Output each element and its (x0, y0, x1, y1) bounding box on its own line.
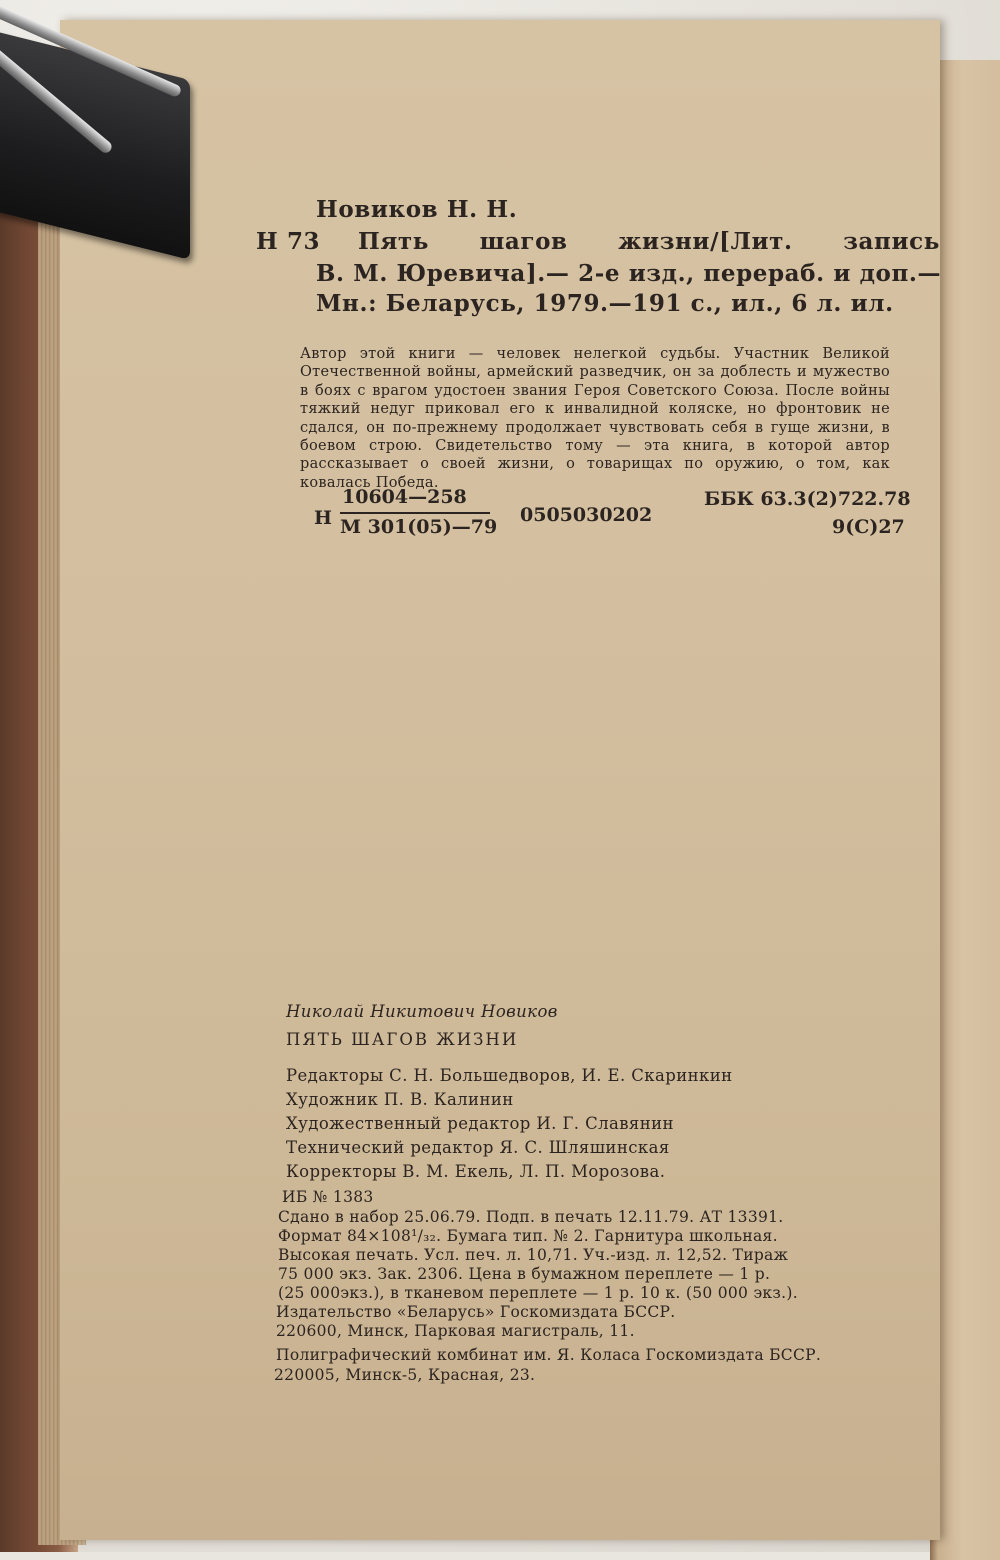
imprint-credit: Корректоры В. М. Екель, Л. П. Морозова. (286, 1162, 666, 1181)
imprint-detail-line: Формат 84×108¹/₃₂. Бумага тип. № 2. Гарнитура школьная. (278, 1227, 778, 1245)
card-title-line1: Пять шагов жизни/[Лит. запись (358, 228, 940, 255)
card-code: Н 73 (256, 228, 321, 255)
imprint-credit: Редакторы С. Н. Большедворов, И. Е. Скаринкин (286, 1066, 733, 1085)
imprint-title: ПЯТЬ ШАГОВ ЖИЗНИ (286, 1030, 519, 1049)
imprint-detail-line: Издательство «Беларусь» Госкомиздата БССР. (276, 1303, 676, 1321)
card-author: Новиков Н. Н. (316, 196, 518, 223)
card-title-line2: В. М. Юревича].— 2-е изд., перераб. и доп.— (316, 260, 942, 287)
imprint-printer-line: Полиграфический комбинат им. Я. Коласа Госкомиздата БССР. (276, 1346, 822, 1364)
card-title-line3: Мн.: Беларусь, 1979.—191 с., ил., 6 л. ил. (316, 290, 894, 317)
card-fraction-bottom: М 301(05)—79 (340, 516, 498, 538)
imprint-author: Николай Никитович Новиков (286, 1002, 558, 1021)
imprint-detail-line: (25 000экз.), в тканевом переплете — 1 р. 10 к. (50 000 экз.). (278, 1284, 798, 1302)
imprint-credit: Художник П. В. Калинин (286, 1090, 514, 1109)
card-fraction-line (340, 512, 490, 514)
card-bbk-line1: ББК 63.3(2)722.78 (704, 488, 911, 510)
card-code-number: 0505030202 (520, 504, 653, 526)
imprint-detail-line: Сдано в набор 25.06.79. Подп. в печать 12.11.79. АТ 13391. (278, 1208, 784, 1226)
imprint-detail-line: Высокая печать. Усл. печ. л. 10,71. Уч.-изд. л. 12,52. Тираж (278, 1246, 789, 1264)
imprint-detail-line: 220600, Минск, Парковая магистраль, 11. (276, 1322, 635, 1340)
imprint-credit: Художественный редактор И. Г. Славянин (286, 1114, 674, 1133)
card-fraction-top: 10604—258 (342, 486, 467, 508)
binder-clip (0, 0, 220, 250)
imprint-printer-line: 220005, Минск-5, Красная, 23. (274, 1366, 536, 1384)
card-bbk-line2: 9(С)27 (832, 516, 905, 538)
imprint-credit: Технический редактор Я. С. Шляшинская (286, 1138, 670, 1157)
card-abstract: Автор этой книги — человек нелегкой судьбы. Участник Великой Отечественной войны, армейский разведчик, он за доблесть и мужество в боях с врагом удостоен звания Героя Советского Союза. После войны тяжкий недуг приковал его к инвалидной коляске, но фронтовик не сдался, он по-прежнему продолжает чувствовать себя в гуще жизни, в боевом строю. Свидетельство тому — эта книга, в которой автор рассказывает о своей жизни, о товарищах по оружию, о том, как ковалась Победа. (300, 346, 890, 491)
card-index-letter: Н (314, 507, 332, 529)
imprint-ib-number: ИБ № 1383 (282, 1188, 374, 1206)
imprint-detail-line: 75 000 экз. Зак. 2306. Цена в бумажном переплете — 1 р. (278, 1265, 771, 1283)
